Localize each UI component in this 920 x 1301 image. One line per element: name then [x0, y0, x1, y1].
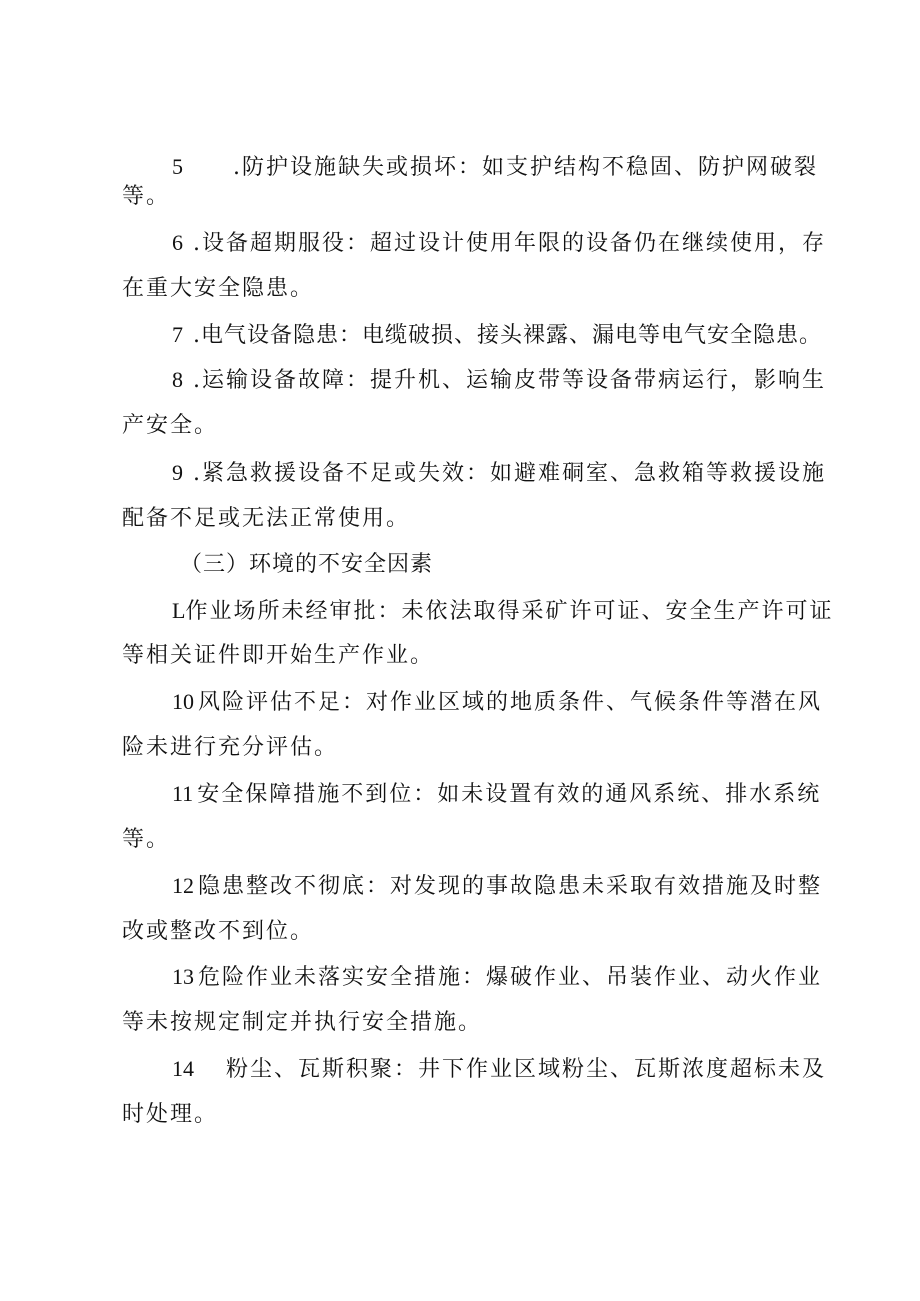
item-9-line2: 配备不足或无法正常使用。 [122, 506, 411, 531]
env-item-13-line2: 等未按规定制定并执行安全措施。 [122, 1010, 483, 1035]
item-text: 作业场所未经审批：未依法取得采矿许可证、安全生产许可证 [185, 599, 834, 624]
env-item-14-line2: 时处理。 [122, 1102, 219, 1127]
item-8-line2: 产安全。 [122, 413, 219, 438]
item-6-line1 [172, 228, 826, 259]
item-text: 隐患整改不彻底：对发现的事故隐患未采取有效措施及时整 [198, 874, 823, 899]
item-text: .紧急救援设备不足或失效：如避难硐室、急救箱等救援设施 [193, 461, 826, 486]
item-text: .防护设施缺失或损坏：如支护结构不稳固、防护网破裂 [233, 155, 818, 180]
env-item-11-line2: 等。 [122, 827, 171, 852]
env-item-1-line1 [172, 596, 833, 627]
item-6-line2: 在重大安全隐患。 [122, 276, 315, 301]
item-number: 11 [172, 781, 194, 806]
env-item-12-line2: 改或整改不到位。 [122, 919, 315, 944]
env-item-14-line1 [172, 1054, 826, 1085]
item-text: 风险评估不足：对作业区域的地质条件、气候条件等潜在风 [198, 690, 823, 715]
item-text: 危险作业未落实安全措施：爆破作业、吊装作业、动火作业 [198, 965, 823, 990]
item-number: 13 [172, 964, 194, 989]
item-5-line2: 等。 [122, 184, 171, 209]
env-item-13-line1 [172, 962, 822, 993]
item-7-line1 [172, 320, 822, 351]
item-text: 安全保障措施不到位：如未设置有效的通风系统、排水系统 [197, 782, 822, 807]
item-text: .设备超期服役：超过设计使用年限的设备仍在继续使用，存 [193, 231, 826, 256]
item-9-line1 [172, 458, 826, 489]
item-number: L [172, 598, 186, 623]
item-number: 8 [172, 367, 183, 392]
item-text: .运输设备故障：提升机、运输皮带等设备带病运行，影响生 [193, 368, 826, 393]
env-item-10-line2: 险未进行充分评估。 [122, 735, 339, 760]
env-item-12-line1 [172, 871, 822, 902]
item-text: 粉尘、瓦斯积聚：井下作业区域粉尘、瓦斯浓度超标未及 [226, 1057, 827, 1082]
env-item-11-line1 [172, 779, 821, 810]
env-item-1-line2: 等相关证件即开始生产作业。 [122, 643, 435, 668]
item-number: 9 [172, 460, 183, 485]
item-8-line1 [172, 365, 826, 396]
item-number: 7 [172, 322, 183, 347]
item-number: 10 [172, 689, 194, 714]
item-number: 5 [172, 154, 183, 179]
item-text: .电气设备隐患：电缆破损、接头裸露、漏电等电气安全隐患。 [193, 323, 822, 348]
item-5-line1 [172, 152, 818, 183]
env-item-10-line1 [172, 687, 822, 718]
item-number: 6 [172, 230, 183, 255]
section-heading: （三）环境的不安全因素 [180, 552, 434, 577]
item-number: 14 [172, 1056, 194, 1081]
item-number: 12 [172, 873, 194, 898]
